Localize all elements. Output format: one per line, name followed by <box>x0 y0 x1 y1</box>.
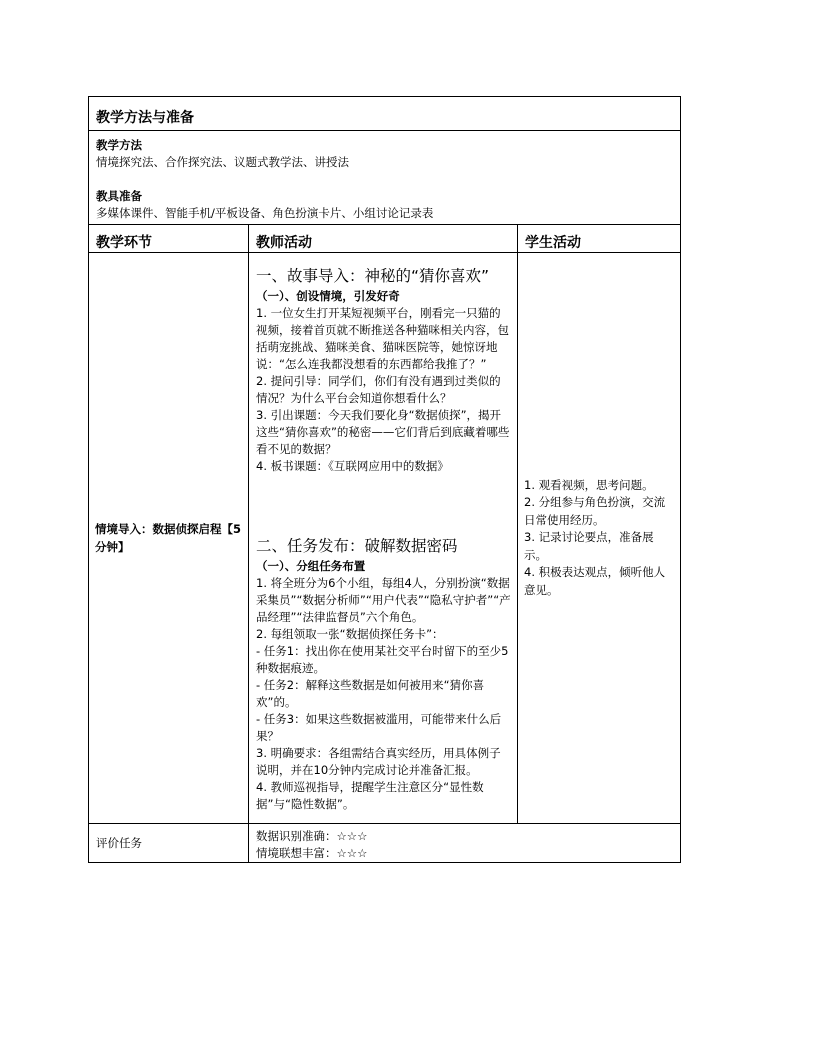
part2-line: 2. 每组领取一张“数据侦探任务卡”： <box>256 627 444 641</box>
part1-title: 一、故事导入：神秘的“猜你喜欢” <box>256 267 490 285</box>
part2-title: 二、任务发布：破解数据密码 <box>256 537 458 555</box>
lesson-plan-page <box>88 96 680 863</box>
column-header-teacher: 教师活动 <box>249 225 518 253</box>
stage-label: 情境导入：数据侦探启程【5分钟】 <box>89 253 249 824</box>
student-line: 3. 记录讨论要点，准备展示。 <box>524 530 654 562</box>
part2-line: 4. 教师巡视指导，提醒学生注意区分“显性数据”与“隐性数据”。 <box>256 780 484 811</box>
eval-cell <box>249 824 681 863</box>
student-line: 2. 分组参与角色扮演，交流日常使用经历。 <box>524 495 666 527</box>
tools-heading: 教具准备 <box>96 189 142 203</box>
part2-line: 1. 将全班分为6个小组，每组4人，分别扮演“数据采集员”“数据分析师”“用户代表”“隐私守护者”“产品经理”“法律监督员”六个角色。 <box>256 576 511 624</box>
part1-subtitle: （一）、创设情境，引发好奇 <box>256 289 400 303</box>
section-title: 教学方法与准备 <box>89 97 681 131</box>
part2-line: 3. 明确要求：各组需结合真实经历，用具体例子说明，并在10分钟内完成讨论并准备汇报。 <box>256 746 501 777</box>
preparation-cell <box>89 131 681 225</box>
eval-label: 评价任务 <box>89 824 249 863</box>
column-header-student: 学生活动 <box>518 225 681 253</box>
part2-subtitle: （一）、分组任务布置 <box>256 559 366 573</box>
student-line: 1. 观看视频，思考问题。 <box>524 477 654 492</box>
methods-heading: 教学方法 <box>96 138 142 152</box>
part1-line: 4. 板书课题：《互联网应用中的数据》 <box>256 459 449 473</box>
part1-line: 1. 一位女生打开某短视频平台，刚看完一只猫的视频，接着首页就不断推送各种猫咪相关内容，包括萌宠挑战、猫咪美食、猫咪医院等，她惊讶地说：“怎么连我都没想看的东西都给我推了？” <box>256 306 509 371</box>
student-line: 4. 积极表达观点，倾听他人意见。 <box>524 565 666 597</box>
part2-line: - 任务3：如果这些数据被滥用，可能带来什么后果？ <box>256 712 502 743</box>
eval-line: 情境联想丰富：☆☆☆ <box>256 846 368 860</box>
part2-line: - 任务1：找出你在使用某社交平台时留下的至少5种数据痕迹。 <box>256 644 509 675</box>
lesson-plan-table <box>88 96 681 863</box>
methods-text: 情境探究法、合作探究法、议题式教学法、讲授法 <box>96 155 349 169</box>
column-header-stage: 教学环节 <box>89 225 249 253</box>
part2-line: - 任务2：解释这些数据是如何被用来“猜你喜欢”的。 <box>256 678 485 709</box>
eval-line: 数据识别准确：☆☆☆ <box>256 829 368 843</box>
part1-line: 3. 引出课题：今天我们要化身“数据侦探”，揭开这些“猜你喜欢”的秘密——它们背后到底藏着哪些看不见的数据？ <box>256 408 510 456</box>
student-activity-cell <box>518 253 681 824</box>
teacher-activity-cell <box>249 253 518 824</box>
tools-text: 多媒体课件、智能手机/平板设备、角色扮演卡片、小组讨论记录表 <box>96 206 434 220</box>
part1-line: 2. 提问引导：同学们，你们有没有遇到过类似的情况？为什么平台会知道你想看什么？ <box>256 374 501 405</box>
